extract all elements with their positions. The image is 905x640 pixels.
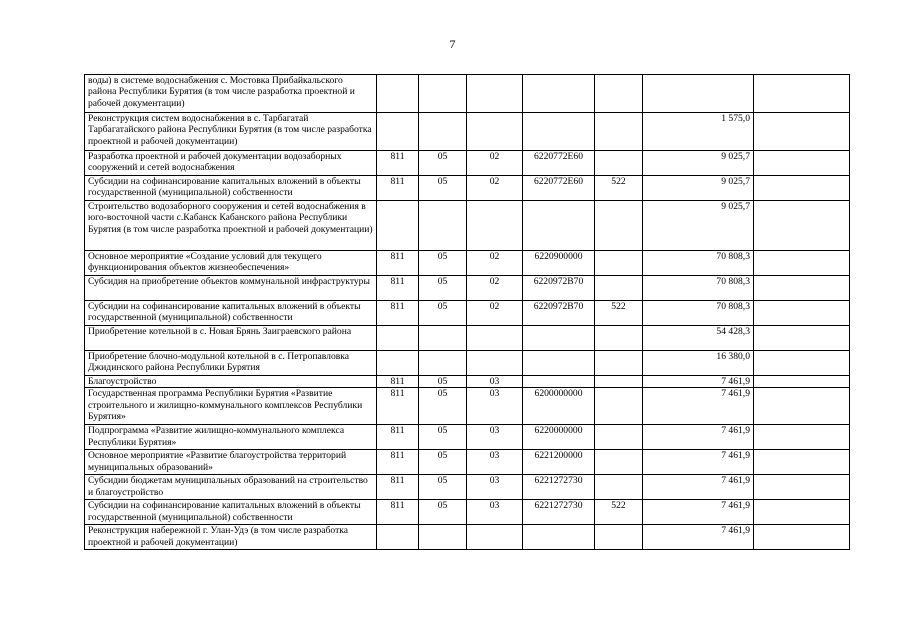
row-name-cell: Основное мероприятие «Создание условий для текущего функционирования объектов жизнеобеспечения»	[85, 251, 377, 276]
expense-type-cell	[595, 475, 643, 500]
expense-type-cell: 522	[595, 176, 643, 201]
ministry-code-cell	[377, 351, 419, 376]
row-name-cell: Основное мероприятие «Развитие благоустройства территорий муниципальных образований»	[85, 450, 377, 475]
empty-cell	[754, 276, 850, 301]
amount-cell: 54 428,3	[643, 326, 754, 351]
expense-type-cell	[595, 75, 643, 113]
amount-cell: 70 808,3	[643, 301, 754, 326]
table-row	[85, 276, 850, 301]
section-code-cell	[419, 201, 467, 251]
table-row	[85, 475, 850, 500]
section-code-cell: 05	[419, 425, 467, 450]
section-code-cell: 05	[419, 450, 467, 475]
budget-table	[84, 74, 850, 550]
empty-cell	[754, 201, 850, 251]
row-name-cell: Разработка проектной и рабочей документации водозаборных сооружений и сетей водоснабжения	[85, 151, 377, 176]
empty-cell	[754, 75, 850, 113]
section-code-cell: 05	[419, 388, 467, 425]
subsection-code-cell: 02	[467, 301, 523, 326]
expense-type-cell	[595, 276, 643, 301]
ministry-code-cell	[377, 75, 419, 113]
subsection-code-cell	[467, 525, 523, 550]
amount-cell: 7 461,9	[643, 450, 754, 475]
expense-type-cell	[595, 151, 643, 176]
table-row	[85, 376, 850, 388]
subsection-code-cell	[467, 201, 523, 251]
expense-type-cell	[595, 376, 643, 388]
ministry-code-cell: 811	[377, 500, 419, 525]
empty-cell	[754, 301, 850, 326]
expense-type-cell	[595, 425, 643, 450]
ministry-code-cell: 811	[377, 450, 419, 475]
table-row	[85, 113, 850, 151]
row-name-cell: Благоустройство	[85, 376, 377, 388]
amount-cell: 70 808,3	[643, 276, 754, 301]
amount-cell: 7 461,9	[643, 388, 754, 425]
empty-cell	[754, 151, 850, 176]
expense-type-cell	[595, 251, 643, 276]
target-article-cell: 6220900000	[523, 251, 595, 276]
target-article-cell	[523, 351, 595, 376]
subsection-code-cell	[467, 326, 523, 351]
expense-type-cell	[595, 388, 643, 425]
subsection-code-cell: 02	[467, 251, 523, 276]
table-row	[85, 151, 850, 176]
target-article-cell	[523, 525, 595, 550]
expense-type-cell: 522	[595, 500, 643, 525]
target-article-cell: 6221272730	[523, 475, 595, 500]
section-code-cell: 05	[419, 251, 467, 276]
ministry-code-cell: 811	[377, 301, 419, 326]
ministry-code-cell: 811	[377, 475, 419, 500]
empty-cell	[754, 525, 850, 550]
subsection-code-cell: 03	[467, 500, 523, 525]
amount-cell: 7 461,9	[643, 425, 754, 450]
amount-cell: 7 461,9	[643, 525, 754, 550]
row-name-cell: Субсидии на софинансирование капитальных вложений в объекты государственной (муниципальной) собственности	[85, 301, 377, 326]
ministry-code-cell: 811	[377, 176, 419, 201]
table-row	[85, 450, 850, 475]
row-name-cell: Подпрограмма «Развитие жилищно-коммунального комплекса Республики Бурятия»	[85, 425, 377, 450]
expense-type-cell	[595, 113, 643, 151]
ministry-code-cell	[377, 326, 419, 351]
ministry-code-cell: 811	[377, 388, 419, 425]
expense-type-cell	[595, 351, 643, 376]
row-name-cell: Субсидии на софинансирование капитальных вложений в объекты государственной (муниципальной) собственности	[85, 500, 377, 525]
target-article-cell: 6220772E60	[523, 176, 595, 201]
target-article-cell: 6220772E60	[523, 151, 595, 176]
ministry-code-cell: 811	[377, 276, 419, 301]
subsection-code-cell: 03	[467, 475, 523, 500]
subsection-code-cell: 02	[467, 151, 523, 176]
ministry-code-cell: 811	[377, 425, 419, 450]
target-article-cell: 6220972B70	[523, 276, 595, 301]
subsection-code-cell: 02	[467, 276, 523, 301]
section-code-cell: 05	[419, 475, 467, 500]
row-name-cell: Приобретение блочно-модульной котельной в с. Петропавловка Джидинского района Республики Бурятия	[85, 351, 377, 376]
target-article-cell: 6221272730	[523, 500, 595, 525]
table-row	[85, 75, 850, 113]
expense-type-cell: 522	[595, 301, 643, 326]
empty-cell	[754, 450, 850, 475]
empty-cell	[754, 500, 850, 525]
row-name-cell: Строительство водозаборного сооружения и сетей водоснабжения в юго-восточной части с.Кабанск Кабанского района Республики Бурятия (в том числе разработка проектной и рабочей документации)	[85, 201, 377, 251]
section-code-cell: 05	[419, 376, 467, 388]
target-article-cell	[523, 326, 595, 351]
amount-cell: 7 461,9	[643, 475, 754, 500]
subsection-code-cell	[467, 351, 523, 376]
amount-cell: 9 025,7	[643, 176, 754, 201]
section-code-cell: 05	[419, 276, 467, 301]
target-article-cell	[523, 75, 595, 113]
target-article-cell	[523, 376, 595, 388]
ministry-code-cell: 811	[377, 376, 419, 388]
ministry-code-cell	[377, 525, 419, 550]
expense-type-cell	[595, 525, 643, 550]
table-row	[85, 176, 850, 201]
target-article-cell	[523, 113, 595, 151]
expense-type-cell	[595, 326, 643, 351]
row-name-cell: Государственная программа Республики Бурятия «Развитие строительного и жилищно-коммунального комплексов Республики Бурятия»	[85, 388, 377, 425]
section-code-cell: 05	[419, 500, 467, 525]
row-name-cell: Субсидии на софинансирование капитальных вложений в объекты государственной (муниципальной) собственности	[85, 176, 377, 201]
row-name-cell: Субсидия на приобретение объектов коммунальной инфраструктуры	[85, 276, 377, 301]
subsection-code-cell: 02	[467, 176, 523, 201]
subsection-code-cell	[467, 75, 523, 113]
empty-cell	[754, 326, 850, 351]
target-article-cell	[523, 201, 595, 251]
target-article-cell: 6200000000	[523, 388, 595, 425]
table-row	[85, 251, 850, 276]
section-code-cell	[419, 326, 467, 351]
amount-cell: 16 380,0	[643, 351, 754, 376]
subsection-code-cell	[467, 113, 523, 151]
section-code-cell	[419, 75, 467, 113]
empty-cell	[754, 388, 850, 425]
row-name-cell: Приобретение котельной в с. Новая Брянь Заиграевского района	[85, 326, 377, 351]
empty-cell	[754, 425, 850, 450]
amount-cell: 70 808,3	[643, 251, 754, 276]
amount-cell: 1 575,0	[643, 113, 754, 151]
section-code-cell: 05	[419, 301, 467, 326]
expense-type-cell	[595, 450, 643, 475]
section-code-cell: 05	[419, 151, 467, 176]
amount-cell: 9 025,7	[643, 151, 754, 176]
target-article-cell: 6221200000	[523, 450, 595, 475]
amount-cell: 9 025,7	[643, 201, 754, 251]
row-name-cell: Реконструкция систем водоснабжения в с. Тарбагатай Тарбагатайского района Республики Бурятия (в том числе разработка проектной и рабочей документации)	[85, 113, 377, 151]
amount-cell: 7 461,9	[643, 376, 754, 388]
target-article-cell: 6220972B70	[523, 301, 595, 326]
table-row	[85, 301, 850, 326]
table-row	[85, 351, 850, 376]
row-name-cell: Субсидии бюджетам муниципальных образований на строительство и благоустройство	[85, 475, 377, 500]
empty-cell	[754, 351, 850, 376]
section-code-cell	[419, 113, 467, 151]
section-code-cell	[419, 525, 467, 550]
table-row	[85, 326, 850, 351]
table-row	[85, 500, 850, 525]
subsection-code-cell: 03	[467, 425, 523, 450]
subsection-code-cell: 03	[467, 450, 523, 475]
empty-cell	[754, 376, 850, 388]
section-code-cell: 05	[419, 176, 467, 201]
row-name-cell: воды) в системе водоснабжения с. Мостовка Прибайкальского района Республики Бурятия (в том числе разработка проектной и рабочей документации)	[85, 75, 377, 113]
table-body	[85, 75, 850, 550]
expense-type-cell	[595, 201, 643, 251]
ministry-code-cell	[377, 113, 419, 151]
table-row	[85, 425, 850, 450]
subsection-code-cell: 03	[467, 388, 523, 425]
target-article-cell: 6220000000	[523, 425, 595, 450]
table-row	[85, 388, 850, 425]
amount-cell: 7 461,9	[643, 500, 754, 525]
empty-cell	[754, 176, 850, 201]
section-code-cell	[419, 351, 467, 376]
row-name-cell: Реконструкция набережной г. Улан-Удэ (в том числе разработка проектной и рабочей документации)	[85, 525, 377, 550]
table-row	[85, 201, 850, 251]
ministry-code-cell	[377, 201, 419, 251]
page-number: 7	[449, 37, 456, 51]
empty-cell	[754, 113, 850, 151]
ministry-code-cell: 811	[377, 251, 419, 276]
table-row	[85, 525, 850, 550]
subsection-code-cell: 03	[467, 376, 523, 388]
empty-cell	[754, 475, 850, 500]
amount-cell	[643, 75, 754, 113]
ministry-code-cell: 811	[377, 151, 419, 176]
empty-cell	[754, 251, 850, 276]
